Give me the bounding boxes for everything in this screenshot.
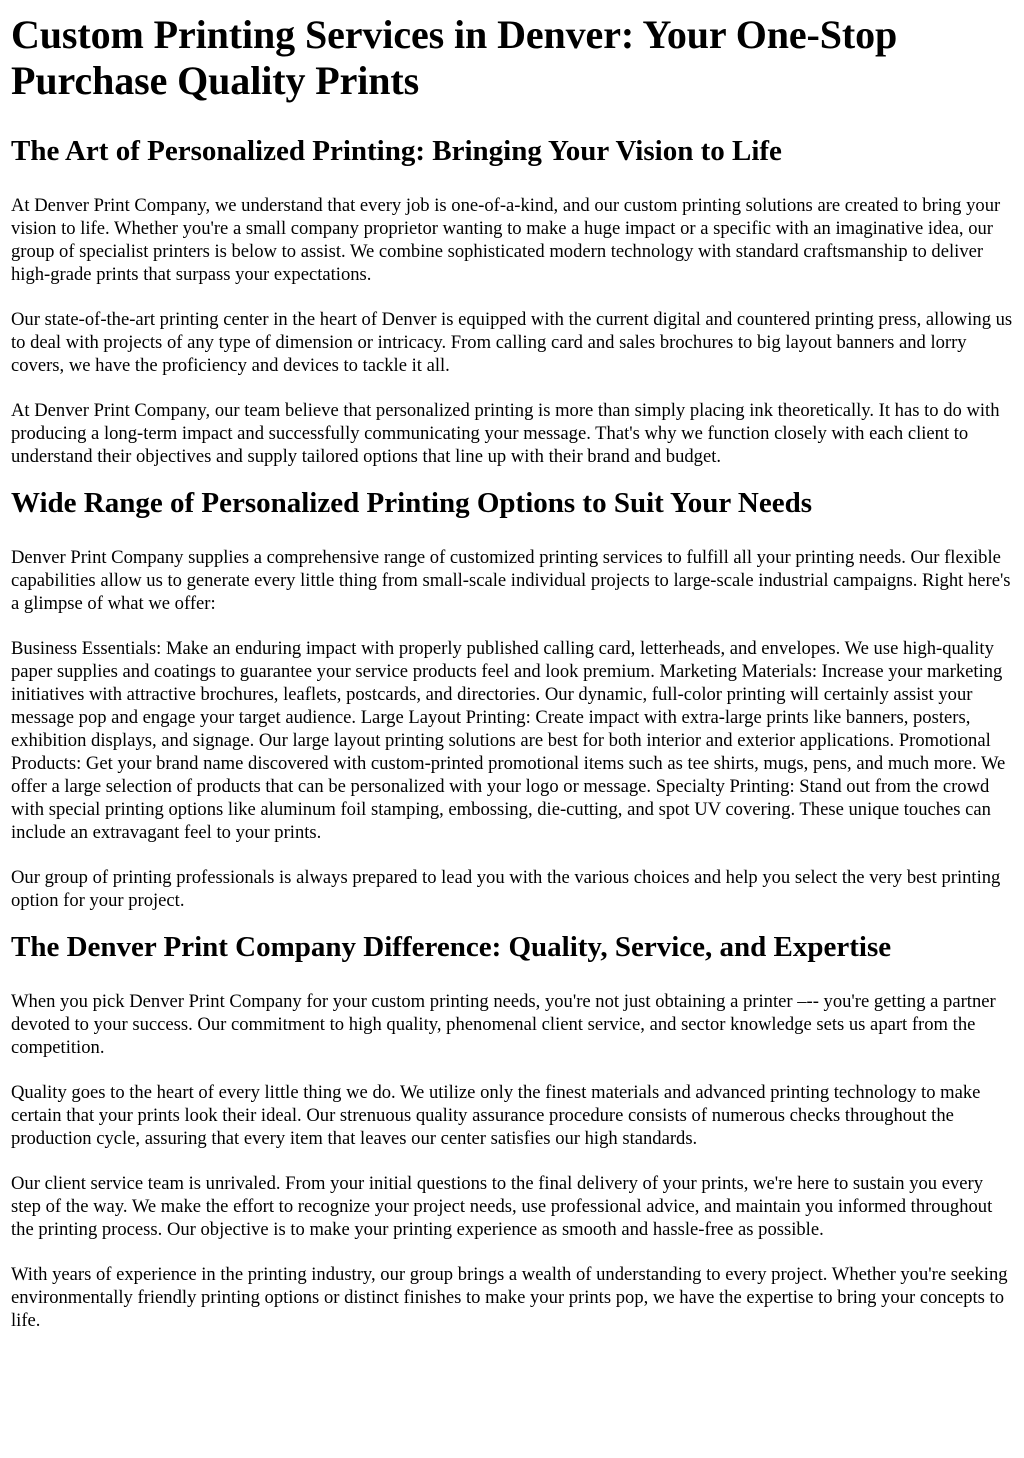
paragraph: With years of experience in the printing industry, our group brings a wealth of understanding to every project. Whether you're seeking environmentally friendly printing options or distinct finishes to make your prints pop, we have the expertise to bring your concepts to life. xyxy=(11,1264,1008,1331)
paragraph: Our state-of-the-art printing center in the heart of Denver is equipped with the current digital and countered printing press, allowing us to deal with projects of any type of dimension or intricacy. From calling card and sales brochures to big layout banners and lorry covers, we have the proficiency and devices to tackle it all. xyxy=(11,309,1013,376)
paragraph: At Denver Print Company, we understand that every job is one-of-a-kind, and our custom printing solutions are created to bring your vision to life. Whether you're a small company proprietor wanting to make a huge impact or a specific with an imaginative idea, our group of specialist printers is below to assist. We combine sophisticated modern technology with standard craftsmanship to deliver high-grade prints that surpass your expectations. xyxy=(11,195,1001,285)
section-heading-printing-options: Wide Range of Personalized Printing Options to Suit Your Needs xyxy=(11,487,813,519)
paragraph: Quality goes to the heart of every little thing we do. We utilize only the finest materials and advanced printing technology to make certain that your prints look their ideal. Our strenuous quality assurance procedure consists of numerous checks throughout the production cycle, assuring that every item that leaves our center satisfies our high standards. xyxy=(11,1082,981,1149)
page-title: Custom Printing Services in Denver: Your One-Stop Purchase Quality Prints xyxy=(11,12,898,103)
article xyxy=(0,12,1024,1332)
paragraph: At Denver Print Company, our team believe that personalized printing is more than simply placing ink theoretically. It has to do with producing a long-term impact and successfully communicating your message. That's why we function closely with each client to understand their objectives and supply tailored options that line up with their brand and budget. xyxy=(11,400,1000,467)
paragraph: Business Essentials: Make an enduring impact with properly published calling card, letterheads, and envelopes. We use high-quality paper supplies and coatings to guarantee your service products feel and look premium. Marketing Materials: Increase your marketing initiatives with attractive brochures, leaflets, postcards, and directories. Our dynamic, full-color printing will certainly assist your message pop and engage your target audience. Large Layout Printing: Create impact with extra-large prints like banners, posters, exhibition displays, and signage. Our large layout printing solutions are best for both interior and exterior applications. Promotional Products: Get your brand name discovered with custom-printed promotional items such as tee shirts, mugs, pens, and much more. We offer a large selection of products that can be personalized with your logo or message. Specialty Printing: Stand out from the crowd with special printing options like aluminum foil stamping, embossing, die-cutting, and spot UV covering. These unique touches can include an extravagant feel to your prints. xyxy=(11,638,1006,843)
paragraph: Denver Print Company supplies a comprehensive range of customized printing services to fulfill all your printing needs. Our flexible capabilities allow us to generate every little thing from small-scale individual projects to large-scale industrial campaigns. Right here's a glimpse of what we offer: xyxy=(11,547,1011,614)
paragraph: When you pick Denver Print Company for your custom printing needs, you're not just obtaining a printer –-- you're getting a partner devoted to your success. Our commitment to high quality, phenomenal client service, and sector knowledge sets us apart from the competition. xyxy=(11,991,996,1058)
section-heading-company-difference: The Denver Print Company Difference: Quality, Service, and Expertise xyxy=(11,931,892,963)
paragraph: Our group of printing professionals is always prepared to lead you with the various choices and help you select the very best printing option for your project. xyxy=(11,867,1001,911)
paragraph: Our client service team is unrivaled. From your initial questions to the final delivery of your prints, we're here to sustain you every step of the way. We make the effort to recognize your project needs, use professional advice, and maintain you informed throughout the printing process. Our objective is to make your printing experience as smooth and hassle-free as possible. xyxy=(11,1173,993,1240)
section-heading-art-of-printing: The Art of Personalized Printing: Bringing Your Vision to Life xyxy=(11,135,782,167)
